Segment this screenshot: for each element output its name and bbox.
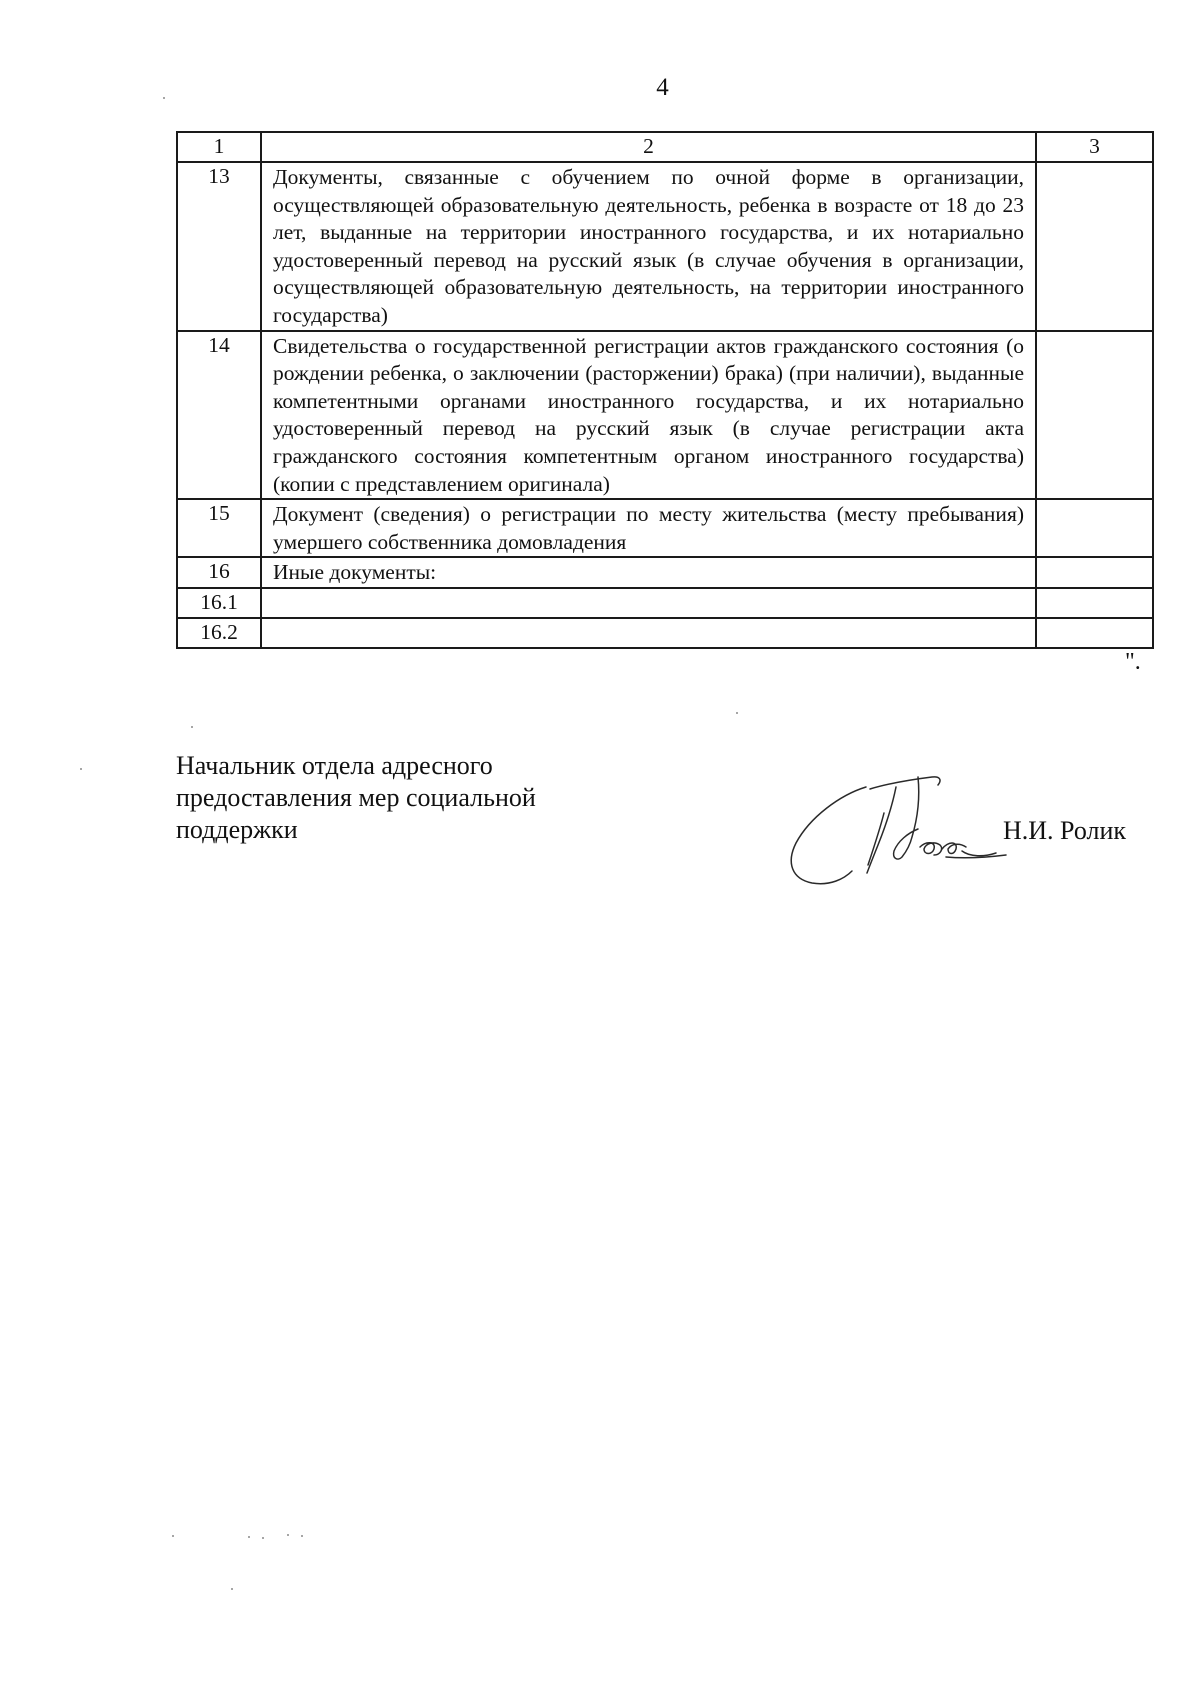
row-description: Документы, связанные с обучением по очной форме в организации, осуществляющей образовательную деятельность, ребенка в возрасте от 18 до 23 лет, выданные на территории иностранного государства, и их нотариально удостоверенный перевод на русский язык (в случае обучения в организации, осуществляющей образовательную деятельность, на территории иностранного государства) [261,162,1036,331]
row-mark-cell [1036,618,1153,648]
table-header-row [177,132,1153,162]
scan-speck [736,712,738,714]
row-description [261,618,1036,648]
table-row [177,557,1153,588]
scan-speck [191,726,193,728]
row-description: Документ (сведения) о регистрации по месту жительства (месту пребывания) умершего собственника домовладения [261,499,1036,557]
closing-quote-mark: ". [1125,649,1141,675]
row-mark-cell [1036,588,1153,618]
documents-table [176,131,1154,649]
scan-speck [262,1537,264,1539]
signer-position [176,750,536,846]
row-mark-cell [1036,557,1153,588]
table-row [177,618,1153,648]
position-line: поддержки [176,815,298,844]
table-header-cell: 3 [1036,132,1153,162]
position-line: предоставления мер социальной [176,783,536,812]
row-number: 16.1 [177,588,261,618]
scan-speck [80,768,82,770]
signer-name: Н.И. Ролик [1003,816,1127,845]
page-number: 4 [656,74,669,101]
row-number: 14 [177,331,261,500]
scan-speck [163,97,165,99]
table-row [177,331,1153,500]
row-number: 13 [177,162,261,331]
scan-speck [172,1535,174,1537]
row-description: Иные документы: [261,557,1036,588]
row-description [261,588,1036,618]
table-row [177,499,1153,557]
table-row [177,162,1153,331]
table-row [177,588,1153,618]
scan-speck [248,1536,250,1538]
row-mark-cell [1036,499,1153,557]
scan-speck [301,1535,303,1537]
table-header-cell: 1 [177,132,261,162]
row-number: 15 [177,499,261,557]
table-header-cell: 2 [261,132,1036,162]
position-line: Начальник отдела адресного [176,751,493,780]
row-number: 16 [177,557,261,588]
handwritten-signature [770,755,1010,895]
row-description: Свидетельства о государственной регистрации актов гражданского состояния (о рождении ребенка, о заключении (расторжении) брака) (при наличии), выданные компетентными органами иностранного государства, и их нотариально удостоверенный перевод на русский язык (в случае регистрации акта гражданского состояния компетентным органом иностранного государства) (копии с представлением оригинала) [261,331,1036,500]
scan-speck [231,1588,233,1590]
scan-speck [287,1534,289,1536]
row-number: 16.2 [177,618,261,648]
row-mark-cell [1036,331,1153,500]
row-mark-cell [1036,162,1153,331]
